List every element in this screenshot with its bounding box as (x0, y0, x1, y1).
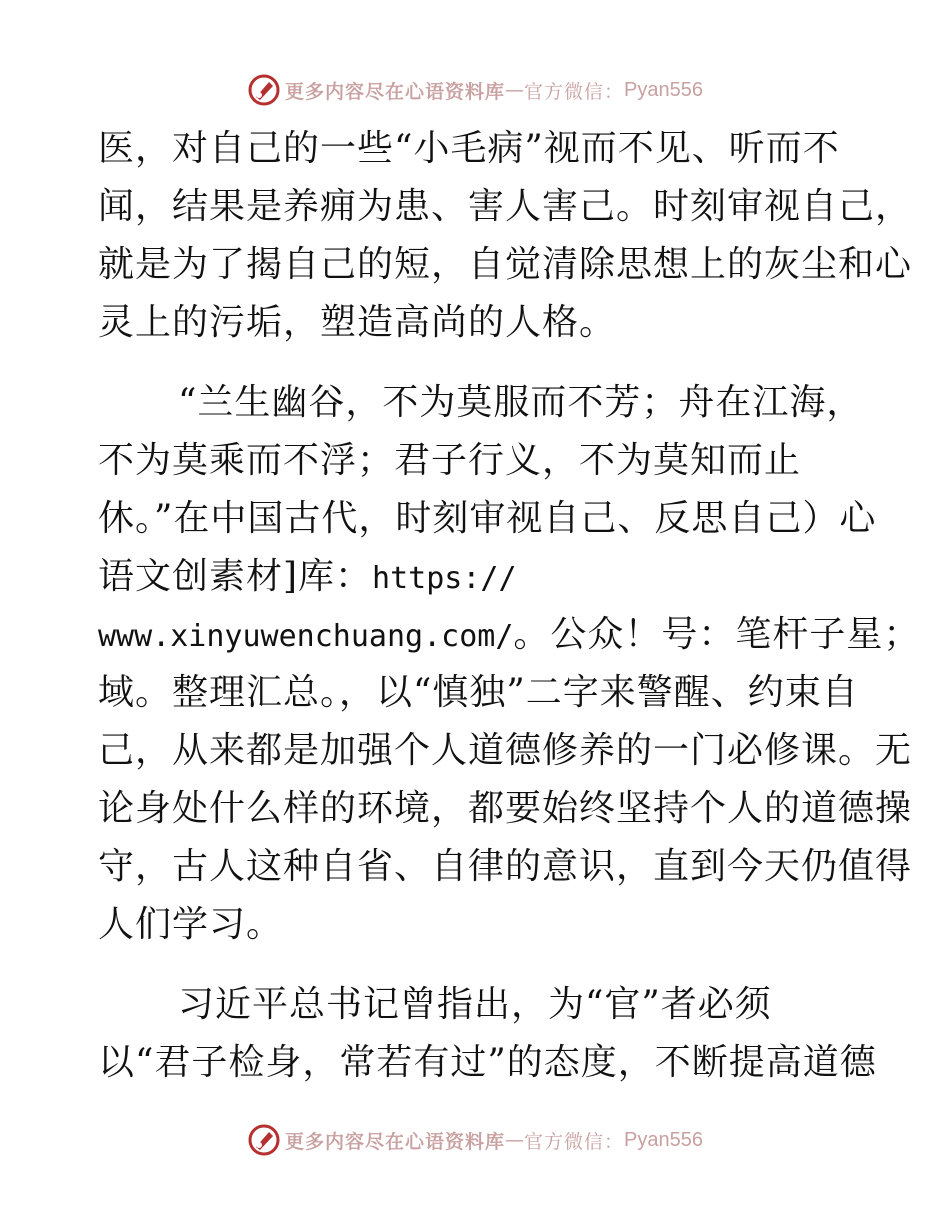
text-line: 人们学习。 (98, 904, 284, 945)
banner-wechat-id: Pyan556 (624, 1128, 703, 1151)
text-line: 闻，结果是养痈为患、害人害己。时刻审视自己， (98, 186, 913, 227)
text-segment: 语文创素材]库： (98, 556, 373, 597)
document-body (98, 120, 921, 1092)
banner-wechat-id: Pyan556 (624, 78, 703, 101)
text-line: 论身处什么样的环境，都要始终坚持个人的道德操 (98, 788, 913, 829)
text-line-with-url (98, 548, 858, 606)
text-line: 以“君子检身，常若有过”的态度，不断提高道德 (98, 1042, 877, 1083)
text-line-with-url (98, 606, 921, 664)
banner-wechat-label: 官方微信： (524, 80, 625, 103)
logo-icon (247, 73, 281, 107)
text-line: 就是为了揭自己的短，自觉清除思想上的灰尘和心 (98, 244, 913, 285)
header-banner (0, 70, 950, 110)
banner-dash: — (505, 79, 525, 101)
text-line: 不为莫乘而不浮；君子行义，不为莫知而止 (98, 440, 802, 481)
banner-text: 更多内容尽在心语资料库 (285, 80, 506, 103)
footer-banner (0, 1120, 950, 1160)
text-line: 守，古人这种自省、自律的意识，直到今天仍值得 (98, 846, 913, 887)
text-segment: 。公众！号：笔杆子星； (513, 614, 921, 655)
banner-wechat-label: 官方微信： (524, 1130, 625, 1153)
text-line: 己，从来都是加强个人道德修养的一门必修课。无 (98, 730, 913, 771)
text-line: 休。”在中国古代，时刻审视自己、反思自己）心 (98, 498, 877, 539)
url-segment: www.xinyuwenchuang.com/ (98, 619, 514, 654)
logo-icon (247, 1123, 281, 1157)
banner-text: 更多内容尽在心语资料库 (285, 1130, 506, 1153)
text-line: 域。整理汇总。，以“慎独”二字来警醒、约束自 (98, 672, 859, 713)
text-line: 灵上的污垢，塑造高尚的人格。 (98, 302, 617, 343)
text-line: “兰生幽谷，不为莫服而不芳；舟在江海， (178, 382, 864, 423)
text-line: 医，对自己的一些“小毛病”视而不见、听而不 (98, 128, 840, 169)
text-line: 习近平总书记曾指出，为“官”者必须 (178, 984, 772, 1025)
url-segment: https:// (372, 561, 517, 596)
banner-dash: — (505, 1129, 525, 1151)
